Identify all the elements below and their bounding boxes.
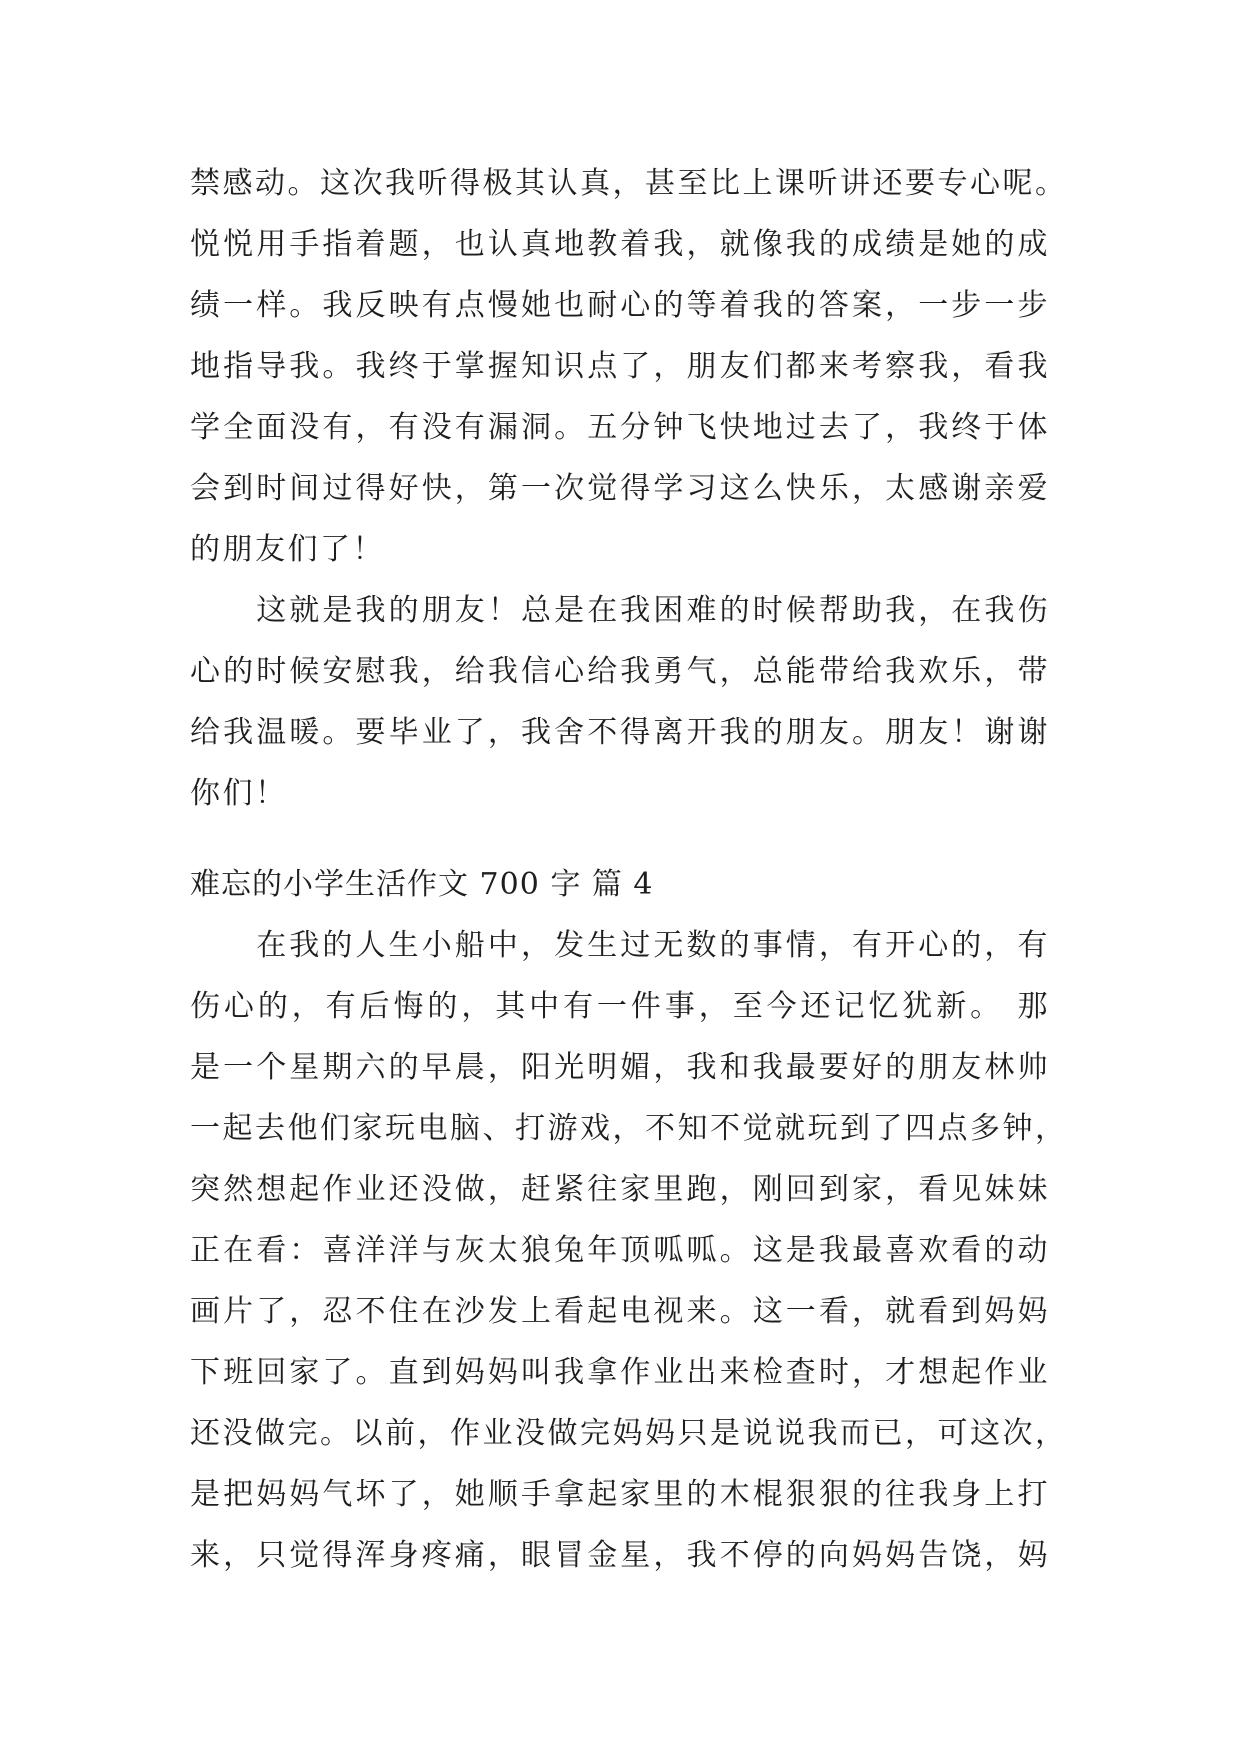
paragraph-line: 给我温暖。要毕业了，我舍不得离开我的朋友。朋友！谢谢 [190,715,1050,750]
paragraph-line: 这就是我的朋友！总是在我困难的时候帮助我，在我伤 [190,593,1050,628]
paragraph-line: 禁感动。这次我听得极其认真，甚至比上课听讲还要专心呢。 [190,166,1068,201]
paragraph-3 [190,915,1068,1586]
paragraph-line: 突然想起作业还没做，赶紧往家里跑，刚回到家，看见妹妹 [190,1172,1050,1207]
paragraph-line: 会到时间过得好快，第一次觉得学习这么快乐，太感谢亲爱 [190,471,1050,506]
paragraph-line: 在我的人生小船中，发生过无数的事情，有开心的，有 [190,928,1050,963]
paragraph-line: 的朋友们了！ [190,532,385,567]
paragraph-line: 还没做完。以前，作业没做完妈妈只是说说我而已，可这次， [190,1416,1068,1451]
paragraph-line: 正在看：喜洋洋与灰太狼兔年顶呱呱。这是我最喜欢看的动 [190,1233,1050,1268]
paragraph-line: 伤心的，有后悔的，其中有一件事，至今还记忆犹新。 那 [190,989,1050,1024]
paragraph-line: 一起去他们家玩电脑、打游戏，不知不觉就玩到了四点多钟， [190,1111,1068,1146]
paragraph-line: 来，只觉得浑身疼痛，眼冒金星，我不停的向妈妈告饶，妈 [190,1538,1050,1573]
paragraph-line: 画片了，忍不住在沙发上看起电视来。这一看，就看到妈妈 [190,1294,1050,1329]
paragraph-line: 学全面没有，有没有漏洞。五分钟飞快地过去了，我终于体 [190,410,1050,445]
paragraph-1 [190,153,1068,580]
paragraph-line: 心的时候安慰我，给我信心给我勇气，总能带给我欢乐，带 [190,654,1050,689]
paragraph-line: 是把妈妈气坏了，她顺手拿起家里的木棍狠狠的往我身上打 [190,1477,1050,1512]
paragraph-line: 悦悦用手指着题，也认真地教着我，就像我的成绩是她的成 [190,227,1050,262]
section-heading: 难忘的小学生活作文 700 字 篇 4 [190,867,654,902]
paragraph-line: 下班回家了。直到妈妈叫我拿作业出来检查时，才想起作业 [190,1355,1050,1390]
paragraph-line: 地指导我。我终于掌握知识点了，朋友们都来考察我，看我 [190,349,1050,384]
paragraph-2 [190,580,1050,824]
paragraph-line: 绩一样。我反映有点慢她也耐心的等着我的答案，一步一步 [190,288,1050,323]
paragraph-line: 是一个星期六的早晨，阳光明媚，我和我最要好的朋友林帅 [190,1050,1050,1085]
paragraph-line: 你们！ [190,776,288,811]
